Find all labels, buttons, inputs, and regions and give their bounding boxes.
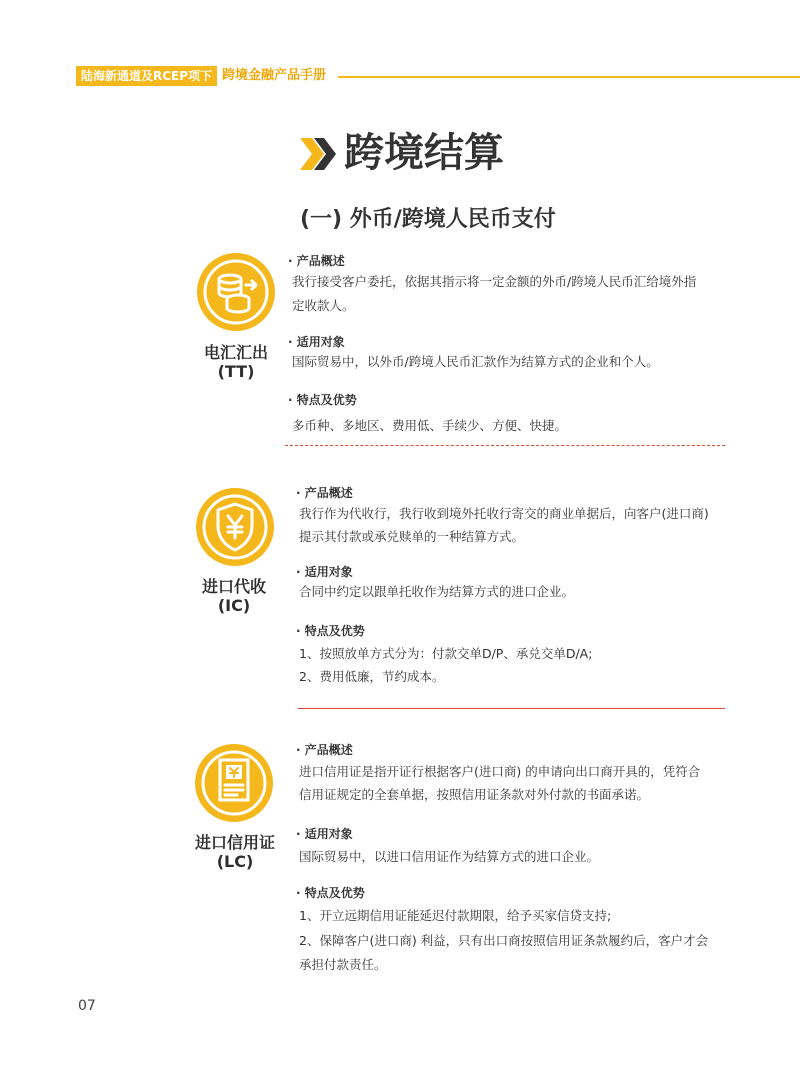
- product-abbr-label: (TT): [217, 362, 255, 381]
- page-number: 07: [78, 998, 96, 1014]
- overview-line: 我行接受客户委托，依据其指示将一定金额的外币/跨境人民币汇给境外指: [292, 274, 697, 289]
- solid-divider: [298, 708, 725, 709]
- features-heading: · 特点及优势: [296, 624, 365, 638]
- overview-line: 定收款人。: [292, 298, 355, 313]
- features-line: 多币种、多地区、费用低、手续少、方便、快捷。: [292, 418, 568, 433]
- target-text: 国际贸易中，以进口信用证作为结算方式的进口企业。: [299, 849, 600, 864]
- double-chevron-icon: [298, 134, 338, 174]
- target-text: 国际贸易中，以外币/跨境人民币汇款作为结算方式的企业和个人。: [292, 354, 659, 369]
- target-heading: · 适用对象: [296, 565, 353, 579]
- coins-transfer-icon: [196, 252, 276, 332]
- features-line: 1、开立远期信用证能延迟付款期限，给予买家信贷支持;: [299, 908, 612, 923]
- overview-line: 提示其付款或承兑赎单的一种结算方式。: [299, 529, 525, 544]
- product-name-ic: [179, 577, 289, 615]
- product-name-tt: [181, 343, 291, 381]
- product-name-label: 电汇汇出: [203, 343, 268, 362]
- overview-heading: · 产品概述: [296, 743, 353, 757]
- overview-line: 信用证规定的全套单据，按照信用证条款对外付款的书面承诺。: [299, 787, 650, 802]
- features-line: 2、保障客户(进口商) 利益，只有出口商按照信用证条款履约后，客户才会: [299, 933, 709, 948]
- product-abbr-label: (IC): [217, 596, 251, 615]
- features-line: 2、费用低廉，节约成本。: [299, 669, 445, 684]
- target-heading: · 适用对象: [296, 827, 353, 841]
- product-name-lc: [180, 833, 290, 871]
- target-heading: · 适用对象: [288, 335, 345, 349]
- overview-line: 我行作为代收行，我行收到境外托收行寄交的商业单据后，向客户(进口商): [299, 506, 709, 521]
- chapter-title: 跨境结算: [344, 130, 504, 176]
- header-rule: [338, 76, 800, 78]
- overview-line: 进口信用证是指开证行根据客户(进口商) 的申请向出口商开具的，凭符合: [299, 764, 701, 779]
- overview-heading: · 产品概述: [288, 254, 345, 268]
- header-subtitle: 跨境金融产品手册: [222, 68, 327, 83]
- features-line: 承担付款责任。: [299, 957, 387, 972]
- header-tag: 陆海新通道及RCEP项下: [76, 66, 217, 86]
- dashed-divider: [285, 445, 725, 446]
- features-line: 1、按照放单方式分为：付款交单D/P、承兑交单D/A;: [299, 646, 593, 661]
- features-heading: · 特点及优势: [288, 393, 357, 407]
- letter-of-credit-document-icon: [194, 743, 274, 823]
- running-header: [76, 66, 800, 86]
- section-title: (一) 外币/跨境人民币支付: [300, 207, 556, 232]
- product-abbr-label: (LC): [216, 852, 254, 871]
- features-heading: · 特点及优势: [296, 886, 365, 900]
- overview-heading: · 产品概述: [296, 486, 353, 500]
- yuan-shield-icon: [195, 487, 275, 567]
- target-text: 合同中约定以跟单托收作为结算方式的进口企业。: [299, 584, 575, 599]
- product-name-label: 进口信用证: [194, 833, 275, 852]
- product-name-label: 进口代收: [201, 577, 266, 596]
